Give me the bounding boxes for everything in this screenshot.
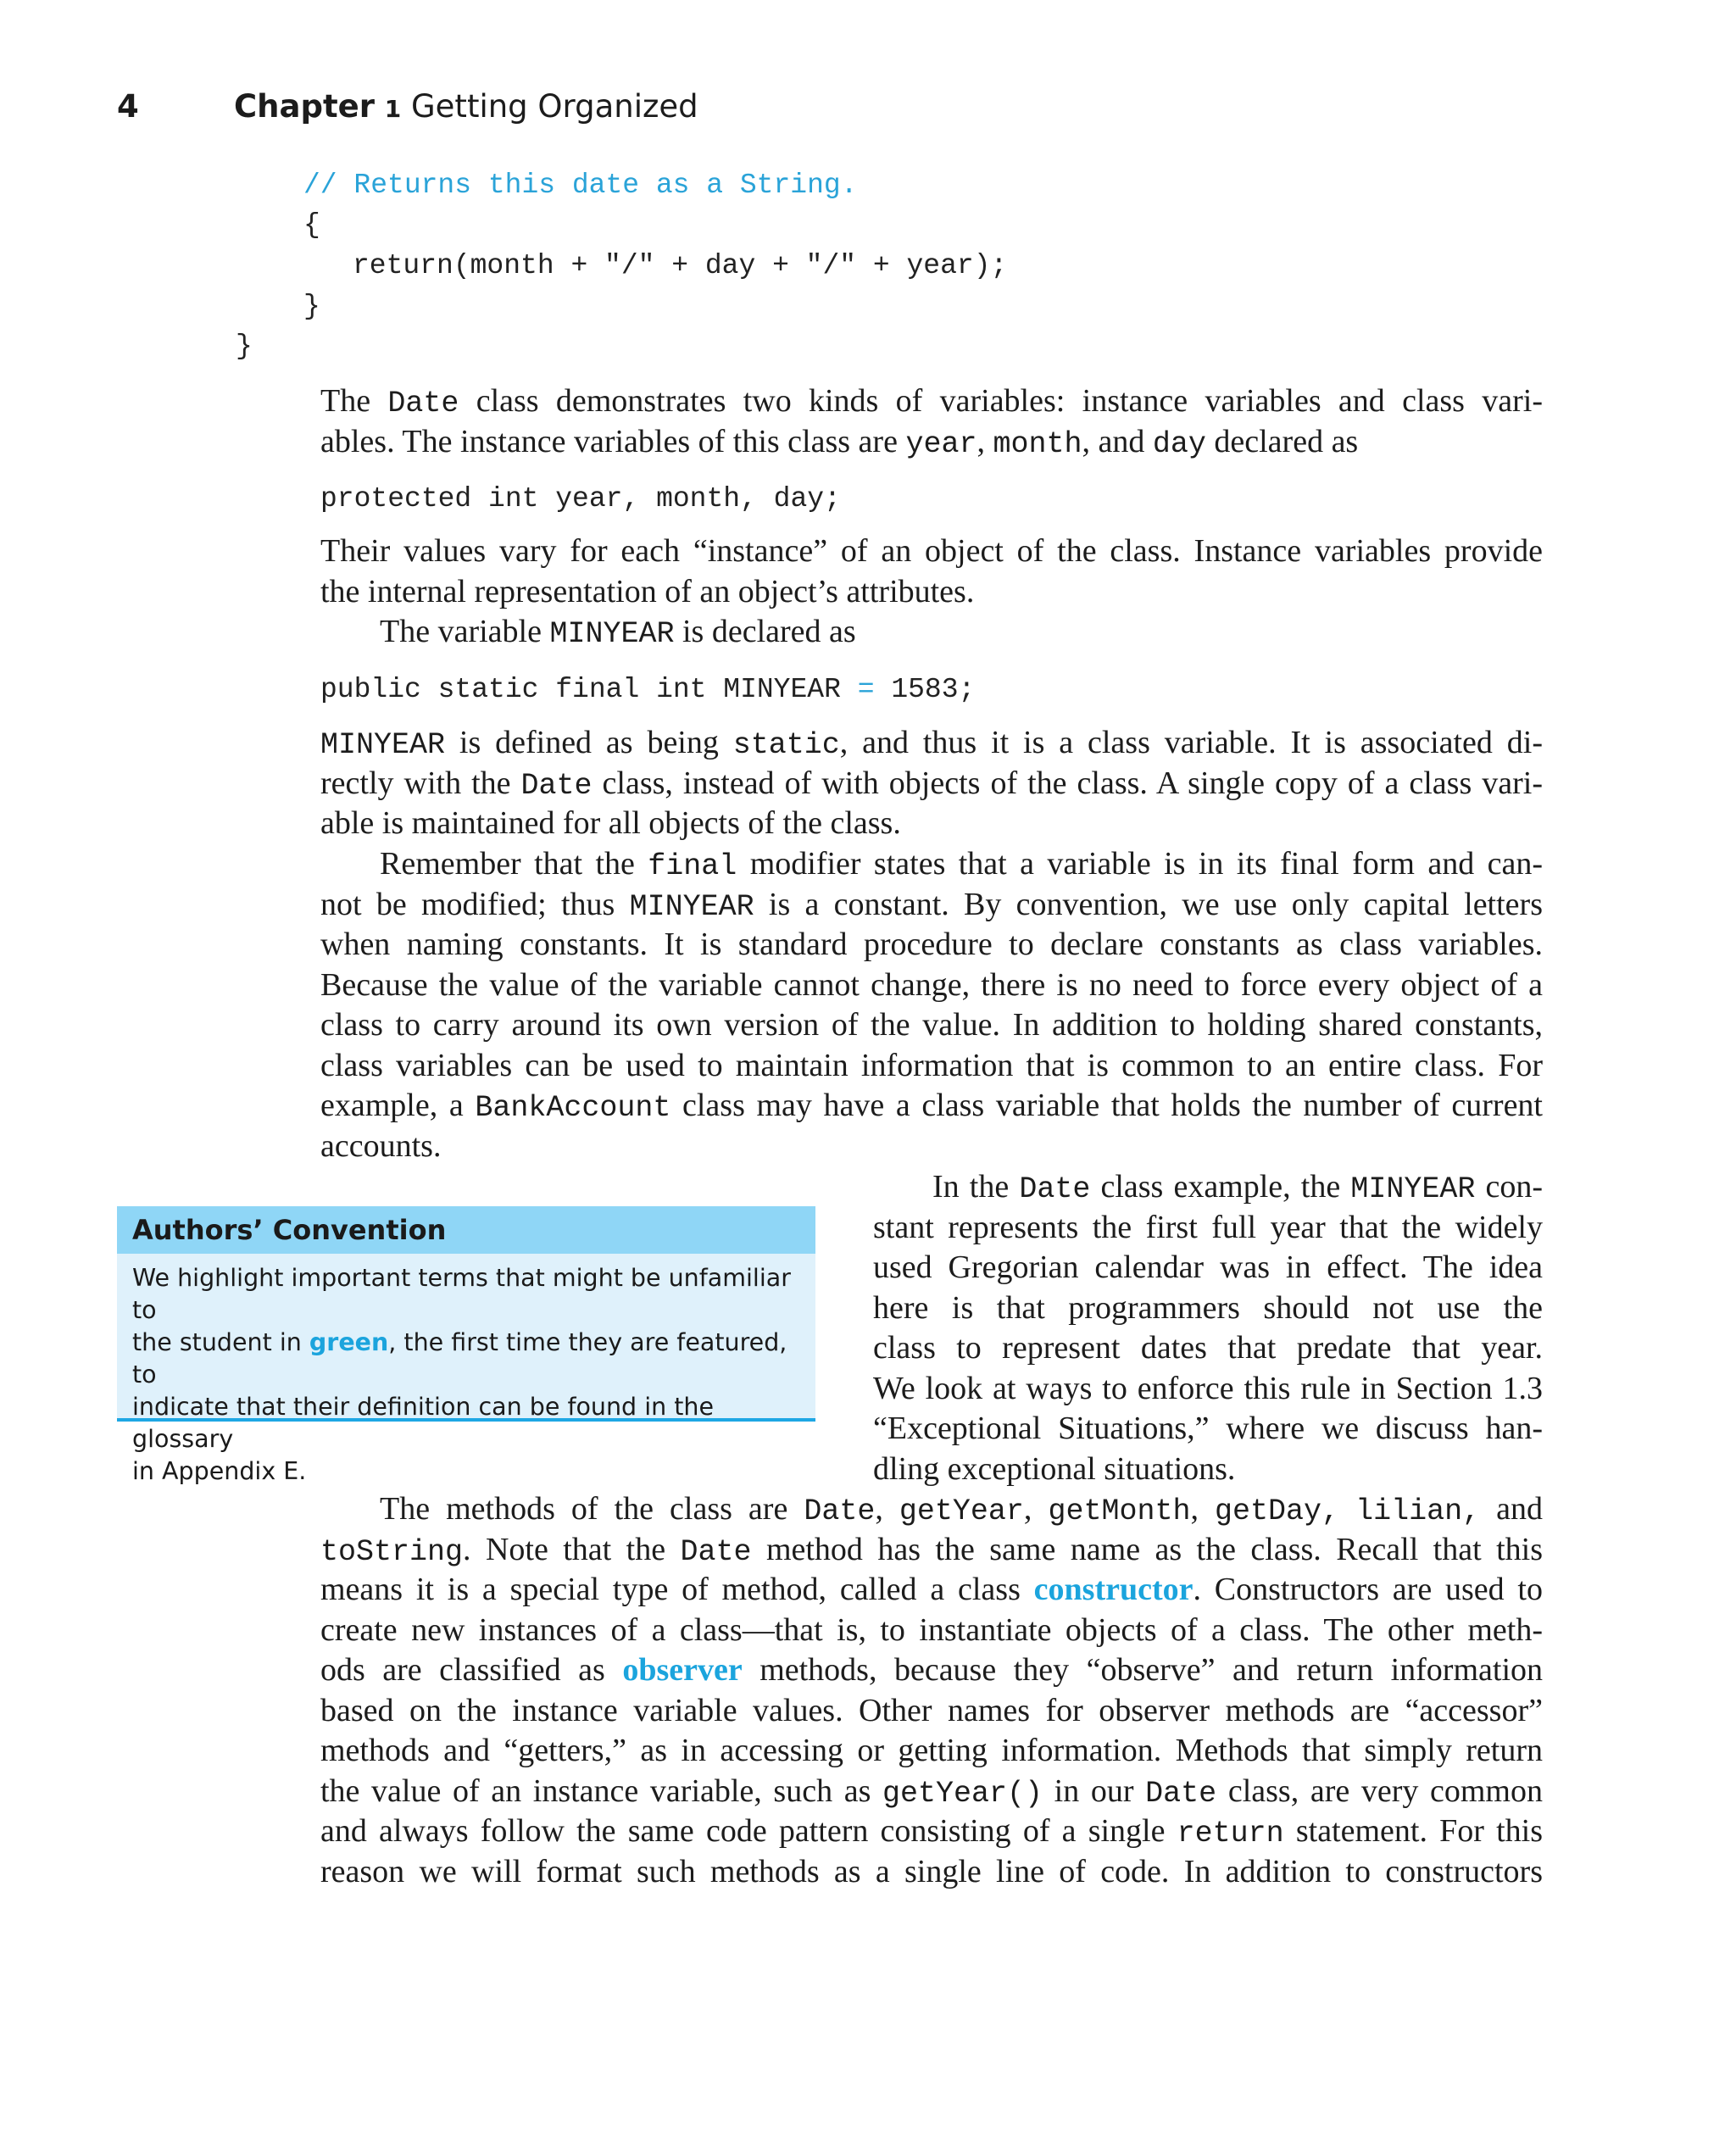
code-close-brace-inner: } [303, 291, 320, 322]
paragraph-final-modifier: Remember that the final modifier states that a variable is in its final form and can- not be modified; thus MINYEAR is a constant. By convention, we use only capital letters when naming constants. It is standard procedure to declare constants as class variables. Because the value of the variable cannot change, there is no need to force every object of a class to carry around its own version of the value. In addition to holding shared constants, class variables can be used to maintain information that is common to an entire class. For example, a BankAccount class may have a class variable that holds the number of current accounts. [320, 846, 1543, 1164]
sidebar-title: Authors’ Convention [117, 1206, 815, 1254]
term-green: green [309, 1328, 389, 1356]
paragraph-minyear-static: MINYEAR is defined as being static, and thus it is a class variable. It is associated di- rectly with the Date class, instead of with objects of the class. A single copy of a class vari- able is maintained for all objects of the class. [320, 725, 1543, 841]
chapter-heading [234, 88, 698, 125]
code-minyear-declaration: public static final int MINYEAR = 1583; [320, 674, 976, 705]
paragraph-minyear-example: In the Date class example, the MINYEAR con- stant represents the first full year that the widely used Gregorian calendar was in effect. The idea here is that programmers should not use the class to represent dates that predate that year. We look at ways to enforce this rule in Section 1.3 “Exceptional Situations,” where we discuss han- dling exceptional situations. [873, 1169, 1543, 1487]
chapter-number: 1 [384, 95, 402, 123]
chapter-label: Chapter [234, 88, 375, 125]
paragraph-date-class: The Date class demonstrates two kinds of variables: instance variables and class vari- ables. The instance variables of this class are year, month, and day declared as [320, 383, 1543, 461]
chapter-title: Getting Organized [411, 88, 698, 125]
term-observer: observer [622, 1652, 743, 1688]
authors-convention-box [117, 1206, 815, 1485]
code-open-brace: { [303, 209, 320, 241]
code-close-brace-outer: } [236, 331, 253, 362]
code-instance-declaration: protected int year, month, day; [320, 483, 841, 515]
code-return-line: return(month + "/" + day + "/" + year); [353, 250, 1008, 281]
sidebar-body: We highlight important terms that might be unfamiliar to the student in green, the first time they are featured, to indicate that their definition can be found in the glossary in Appendix E. [132, 1264, 791, 1485]
page-number: 4 [117, 88, 139, 125]
code-comment: // Returns this date as a String. [303, 170, 858, 201]
term-constructor: constructor [1033, 1572, 1194, 1607]
paragraph-methods: The methods of the class are Date, getYear, getMonth, getDay, lilian, and toString. Note that the Date method has the same name as the class. Recall that this means it is a special type of method, called a class constructor. Constructors are used to create new instances of a class—that is, to instantiate objects of a class. The other meth- ods are classified as observer methods, because they “observe” and return information based on the instance variable values. Other names for observer methods are “accessor” methods and “getters,” as in accessing or getting information. Methods that simply return the value of an instance variable, such as getYear() in our Date class, are very common and always follow the same code pattern consisting of a single return statement. For this reason we will format such methods as a single line of code. In addition to constructors [320, 1491, 1544, 1889]
paragraph-instance-values: Their values vary for each “instance” of an object of the class. Instance variables provide the internal representation of an object’s attributes. The variable MINYEAR is declared as [320, 533, 1543, 651]
